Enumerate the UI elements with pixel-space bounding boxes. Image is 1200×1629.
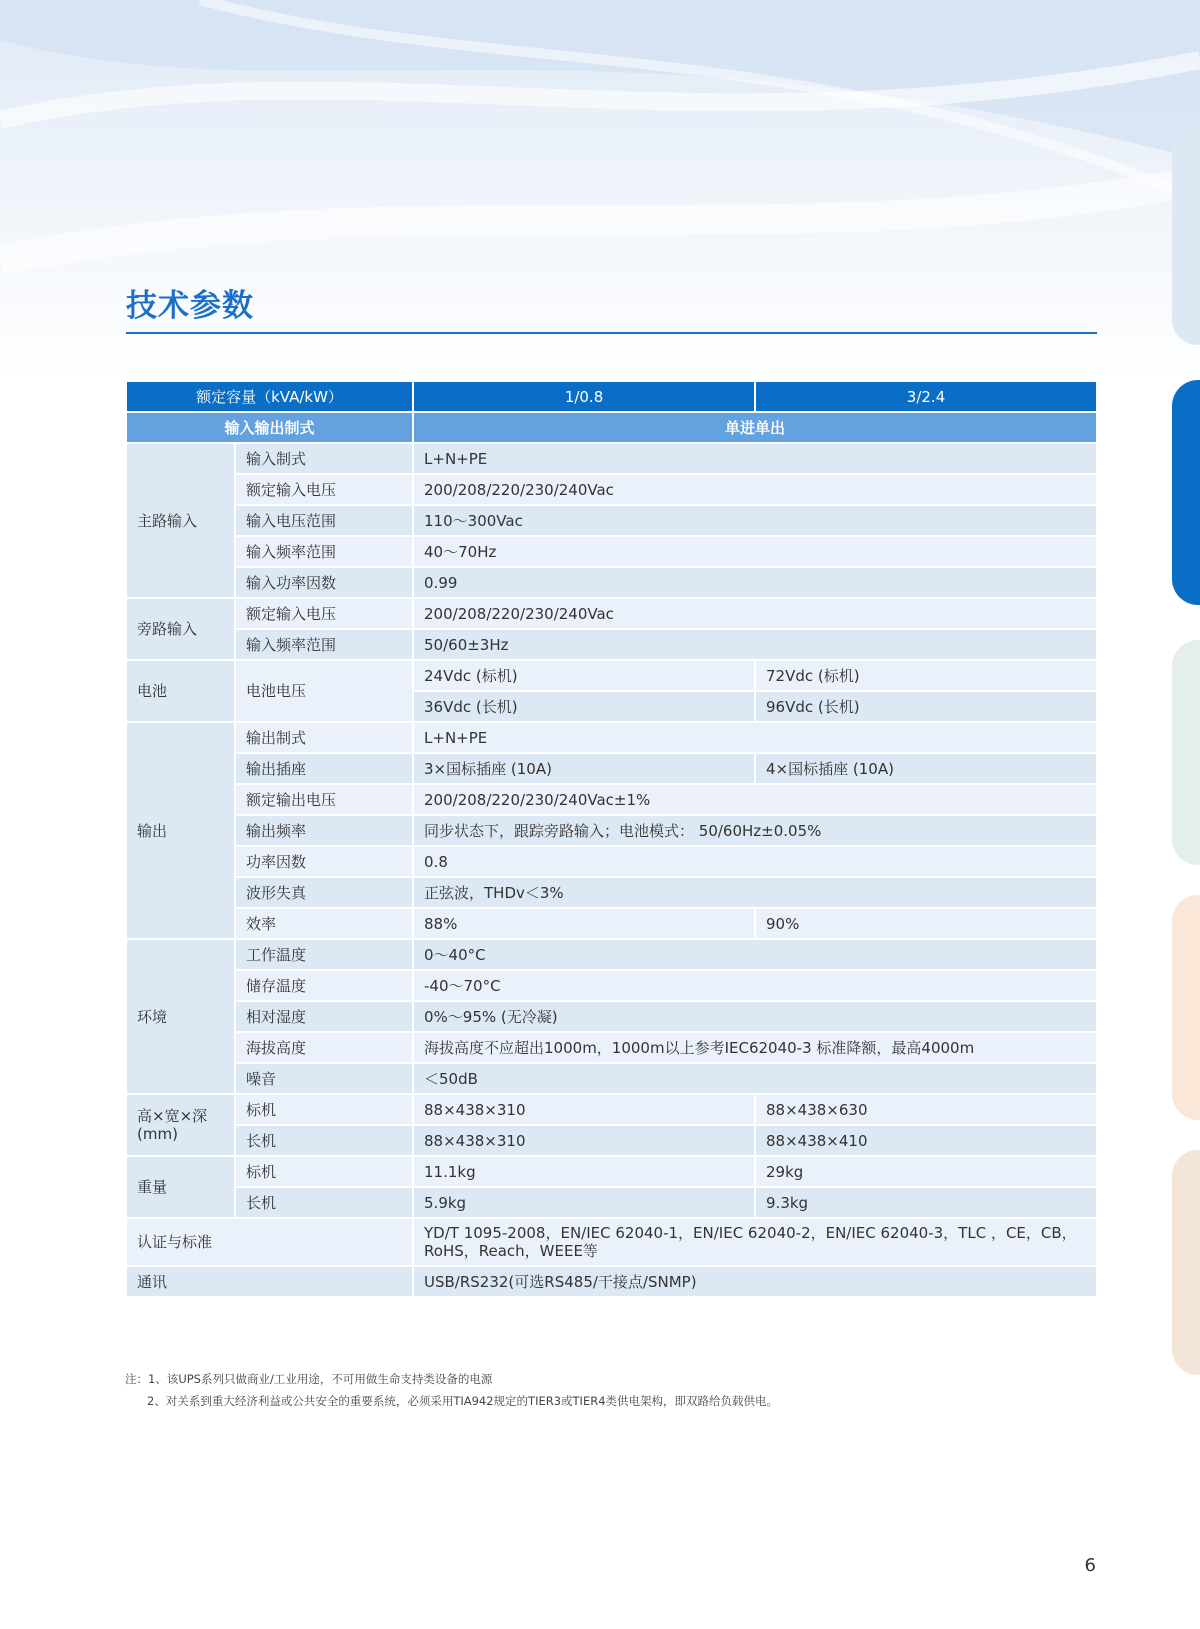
row-label: 额定输入电压 [235, 598, 413, 629]
row-value-col1: 5.9kg [413, 1187, 755, 1218]
row-label: 功率因数 [235, 846, 413, 877]
group-dimensions: 高×宽×深(mm) [126, 1094, 235, 1156]
row-label: 额定输入电压 [235, 474, 413, 505]
table-row [126, 1156, 1097, 1187]
table-row [126, 939, 1097, 970]
row-value: 同步状态下，跟踪旁路输入；电池模式： 50/60Hz±0.05% [413, 815, 1097, 846]
table-row [126, 846, 1097, 877]
row-label: 输出制式 [235, 722, 413, 753]
row-value-col1: 88×438×310 [413, 1125, 755, 1156]
row-value: 海拔高度不应超出1000m，1000m以上参考IEC62040-3 标准降额，最高4000m [413, 1032, 1097, 1063]
table-row [126, 877, 1097, 908]
row-label: 输出频率 [235, 815, 413, 846]
row-label: 标机 [235, 1156, 413, 1187]
row-label: 海拔高度 [235, 1032, 413, 1063]
row-value-col2: 90% [755, 908, 1097, 939]
row-value: USB/RS232(可选RS485/干接点/SNMP) [413, 1266, 1097, 1297]
footnotes [125, 1368, 778, 1412]
row-value: L+N+PE [413, 722, 1097, 753]
row-label: 电池电压 [235, 660, 413, 722]
row-value: 110～300Vac [413, 505, 1097, 536]
group-communication: 通讯 [126, 1266, 413, 1297]
row-value-col1: 88×438×310 [413, 1094, 755, 1125]
row-value: 40～70Hz [413, 536, 1097, 567]
table-row [126, 815, 1097, 846]
title-divider [126, 332, 1097, 334]
row-value: L+N+PE [413, 443, 1097, 474]
capacity-col1: 1/0.8 [413, 381, 755, 412]
table-row [126, 1266, 1097, 1297]
row-value: 50/60±3Hz [413, 629, 1097, 660]
side-tab-light-blue [1172, 125, 1200, 345]
row-label: 效率 [235, 908, 413, 939]
spec-table [125, 380, 1098, 1298]
row-label: 输入制式 [235, 443, 413, 474]
table-row [126, 443, 1097, 474]
row-value: 0.99 [413, 567, 1097, 598]
group-weight: 重量 [126, 1156, 235, 1218]
row-label: 波形失真 [235, 877, 413, 908]
table-row [126, 505, 1097, 536]
table-row [126, 660, 1097, 691]
table-row [126, 1063, 1097, 1094]
row-label: 长机 [235, 1125, 413, 1156]
table-row [126, 598, 1097, 629]
table-row [126, 970, 1097, 1001]
row-value: 0～40°C [413, 939, 1097, 970]
row-label: 工作温度 [235, 939, 413, 970]
row-label: 相对湿度 [235, 1001, 413, 1032]
table-row [126, 567, 1097, 598]
row-value-col2: 4×国标插座 (10A) [755, 753, 1097, 784]
footnote-2: 2、对关系到重大经济利益或公共安全的重要系统，必须采用TIA942规定的TIER3或TIER4类供电架构，即双路给负载供电。 [147, 1394, 779, 1408]
page-number: 6 [1084, 1555, 1096, 1576]
group-output: 输出 [126, 722, 235, 939]
table-row [126, 629, 1097, 660]
side-tab-tan [1172, 1150, 1200, 1375]
row-value-col1: 11.1kg [413, 1156, 755, 1187]
row-value-col2: 96Vdc (长机) [755, 691, 1097, 722]
row-value: YD/T 1095-2008，EN/IEC 62040-1，EN/IEC 62040-2，EN/IEC 62040-3，TLC ，CE，CB，RoHS，Reach，WEEE等 [413, 1218, 1097, 1266]
table-subheader-row [126, 412, 1097, 443]
row-value-col2: 29kg [755, 1156, 1097, 1187]
table-row [126, 1001, 1097, 1032]
row-value-col1: 36Vdc (长机) [413, 691, 755, 722]
table-row [126, 474, 1097, 505]
side-tab-blue [1172, 380, 1200, 605]
row-value: -40～70°C [413, 970, 1097, 1001]
group-main-input: 主路输入 [126, 443, 235, 598]
row-label: 额定输出电压 [235, 784, 413, 815]
row-value-col1: 88% [413, 908, 755, 939]
io-mode-label: 输入输出制式 [126, 412, 413, 443]
table-row [126, 722, 1097, 753]
row-value: 200/208/220/230/240Vac±1% [413, 784, 1097, 815]
row-value: 正弦波，THDv＜3% [413, 877, 1097, 908]
table-row [126, 1094, 1097, 1125]
table-row [126, 1125, 1097, 1156]
row-value-col2: 88×438×630 [755, 1094, 1097, 1125]
table-row [126, 1032, 1097, 1063]
table-row [126, 1218, 1097, 1266]
row-label: 输入电压范围 [235, 505, 413, 536]
row-value: 0%～95% (无冷凝) [413, 1001, 1097, 1032]
row-value: ＜50dB [413, 1063, 1097, 1094]
row-label: 输入频率范围 [235, 536, 413, 567]
row-value-col1: 24Vdc (标机) [413, 660, 755, 691]
table-row [126, 1187, 1097, 1218]
row-label: 储存温度 [235, 970, 413, 1001]
row-value-col1: 3×国标插座 (10A) [413, 753, 755, 784]
capacity-col2: 3/2.4 [755, 381, 1097, 412]
footnote-1: 注：1、该UPS系列只做商业/工业用途，不可用做生命支持类设备的电源 [125, 1372, 493, 1386]
row-label: 输出插座 [235, 753, 413, 784]
row-value: 200/208/220/230/240Vac [413, 598, 1097, 629]
group-certification: 认证与标准 [126, 1218, 413, 1266]
group-bypass-input: 旁路输入 [126, 598, 235, 660]
row-label: 标机 [235, 1094, 413, 1125]
row-label: 输入功率因数 [235, 567, 413, 598]
io-mode-value: 单进单出 [413, 412, 1097, 443]
row-value-col2: 88×438×410 [755, 1125, 1097, 1156]
row-label: 输入频率范围 [235, 629, 413, 660]
table-row [126, 753, 1097, 784]
row-value: 200/208/220/230/240Vac [413, 474, 1097, 505]
group-environment: 环境 [126, 939, 235, 1094]
row-value-col2: 72Vdc (标机) [755, 660, 1097, 691]
table-row [126, 784, 1097, 815]
row-label: 噪音 [235, 1063, 413, 1094]
side-tab-orange [1172, 895, 1200, 1120]
table-header-row [126, 381, 1097, 412]
group-battery: 电池 [126, 660, 235, 722]
row-label: 长机 [235, 1187, 413, 1218]
row-value-col2: 9.3kg [755, 1187, 1097, 1218]
row-value: 0.8 [413, 846, 1097, 877]
page-title: 技术参数 [126, 288, 254, 324]
table-row [126, 908, 1097, 939]
capacity-label: 额定容量（kVA/kW） [126, 381, 413, 412]
side-tab-green [1172, 640, 1200, 865]
table-row [126, 536, 1097, 567]
